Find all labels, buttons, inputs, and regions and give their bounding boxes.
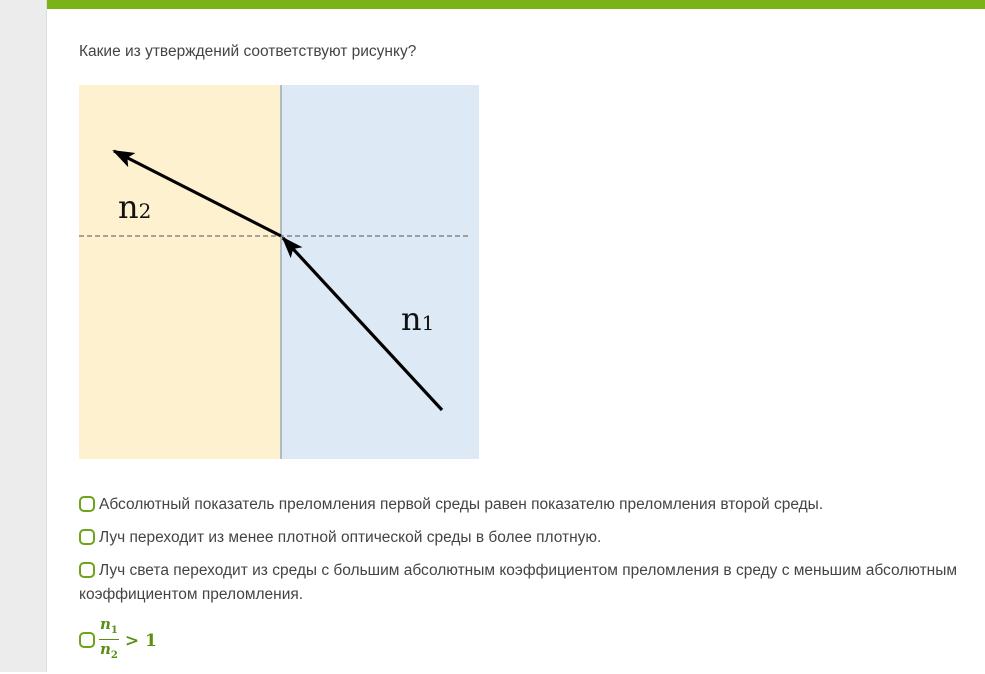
numerator-sub: 1 <box>110 625 118 636</box>
medium-left-area <box>79 85 281 459</box>
question-text: Какие из утверждений соответствуют рисунку? <box>79 43 417 60</box>
answer-options <box>79 493 959 674</box>
label-n1: n1 <box>401 300 435 338</box>
checkbox-option-1[interactable] <box>79 496 95 512</box>
left-gutter <box>0 0 47 672</box>
option-2-text: Луч переходит из менее плотной оптической среды в более плотную. <box>99 529 602 546</box>
option-1[interactable] <box>79 493 959 517</box>
fraction <box>99 616 119 665</box>
option-4[interactable] <box>79 616 959 665</box>
top-accent-bar <box>47 0 985 9</box>
option-3[interactable] <box>79 559 959 607</box>
checkbox-option-3[interactable] <box>79 562 95 578</box>
option-4-formula <box>99 616 157 665</box>
formula-relation: > 1 <box>124 630 157 651</box>
option-2[interactable] <box>79 526 959 550</box>
numerator-var: n <box>100 615 111 633</box>
checkbox-option-2[interactable] <box>79 529 95 545</box>
denominator-var: n <box>100 640 111 658</box>
refraction-figure <box>79 85 479 459</box>
refraction-diagram <box>79 85 479 459</box>
checkbox-option-4[interactable] <box>79 632 95 648</box>
option-1-text: Абсолютный показатель преломления первой среды равен показателю преломления второй среды. <box>99 496 824 513</box>
label-n2: n2 <box>118 188 152 226</box>
denominator-sub: 2 <box>110 650 118 661</box>
option-3-text: Луч света переходит из среды с большим абсолютным коэффициентом преломления в среду с меньшим абсолютным коэффициентом преломления. <box>79 562 958 603</box>
medium-right-area <box>281 85 479 459</box>
